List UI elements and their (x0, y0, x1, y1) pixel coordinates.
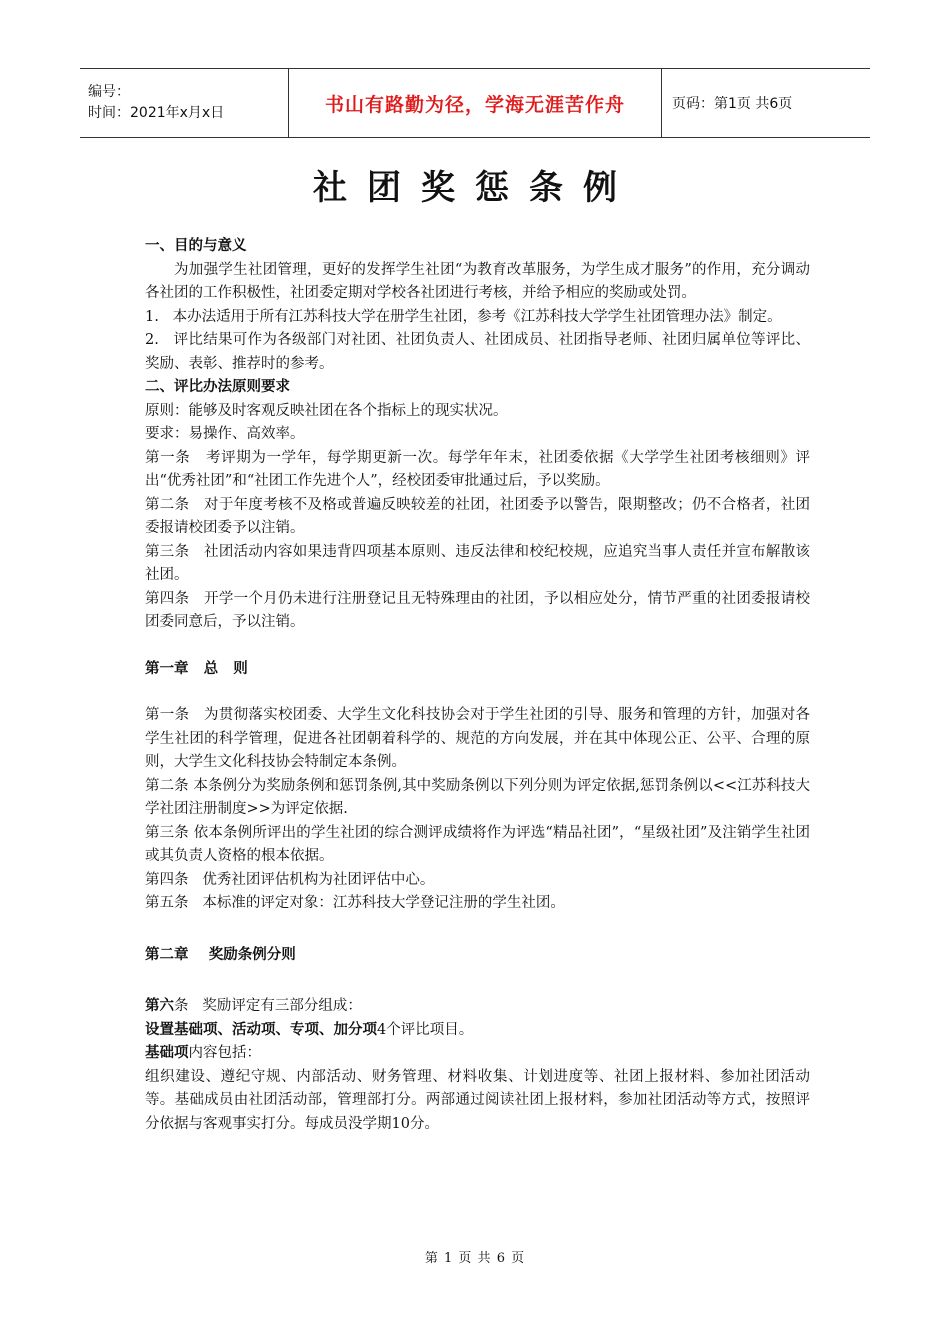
article-number-bold: 第六 (145, 998, 174, 1014)
article: 第四条 优秀社团评估机构为社团评估中心。 (145, 871, 435, 888)
page-info-text: 页码：第1页 共6页 (672, 96, 793, 112)
motto-text: 书山有路勤为径，学海无涯苦作舟 (324, 93, 625, 116)
article: 第二条 对于年度考核不及格或普遍反映较差的社团，社团委予以警告，限期整改；仍不合格者，社团委报请校团委予以注销。 (145, 496, 810, 536)
article: 第二条 本条例分为奖励条例和惩罚条例,其中奖励条例以下列分则为评定依据,惩罚条例以<<江苏科技大学社团注册制度>>为评定依据. (145, 777, 810, 817)
paragraph: 为加强学生社团管理，更好的发挥学生社团“为教育改革服务，为学生成才服务”的作用，充分调动各社团的工作积极性，社团委定期对学校各社团进行考核，并给予相应的奖励或处罚。 (145, 261, 810, 301)
paragraph: 要求：易操作、高效率。 (145, 426, 305, 442)
paragraph (145, 1042, 810, 1066)
paragraph (145, 1019, 810, 1043)
items-bold: 设置基础项、活动项、专项、加分项 (145, 1021, 377, 1038)
header-page-info (662, 69, 870, 137)
chapter-heading: 第一章 总 则 (145, 660, 248, 677)
page-footer: 第 1 页 共 6 页 (424, 1251, 526, 1266)
items-text: 4个评比项目。 (377, 1021, 474, 1038)
header-meta (80, 69, 289, 137)
document-header (80, 68, 870, 138)
basic-text: 内容包括： (188, 1045, 261, 1061)
document-body (145, 235, 810, 1136)
section-heading: 二、评比办法原则要求 (145, 379, 290, 395)
paragraph: 组织建设、遵纪守规、内部活动、财务管理、材料收集、计划进度等、社团上报材料、参加社团活动等。基础成员由社团活动部，管理部打分。两部通过阅读社团上报材料，参加社团活动等方式，按照评分依据与客观事实打分。每成员没学期10分。 (145, 1068, 810, 1132)
article: 第一条 为贯彻落实校团委、大学生文化科技协会对于学生社团的引导、服务和管理的方针，加强对各学生社团的科学管理，促进各社团朝着科学的、规范的方向发展，并在其中体现公正、公平、合理的原则，大学生文化科技协会特制定本条例。 (145, 707, 810, 770)
time-label: 时间：2021年x月x日 (88, 105, 225, 121)
article-text: 条 奖励评定有三部分组成： (174, 998, 362, 1014)
paragraph: 原则：能够及时客观反映社团在各个指标上的现实状况。 (145, 402, 508, 419)
article: 第三条 社团活动内容如果违背四项基本原则、违反法律和校纪校规，应追究当事人责任并宣布解散该社团。 (145, 543, 810, 583)
article: 第三条 依本条例所评出的学生社团的综合测评成绩将作为评选“精品社团”，“星级社团”及注销学生社团或其负责人资格的根本依据。 (145, 824, 810, 864)
header-motto (289, 69, 662, 137)
numbered-item: 2. 评比结果可作为各级部门对社团、社团负责人、社团成员、社团指导老师、社团归属单位等评比、奖励、表彰、推荐时的参考。 (145, 332, 810, 372)
section-heading: 一、目的与意义 (145, 238, 247, 254)
number-label: 编号： (88, 84, 130, 100)
article: 第一条 考评期为一学年，每学期更新一次。每学年年末，社团委依据《大学学生社团考核细则》评出“优秀社团”和“社团工作先进个人”，经校团委审批通过后，予以奖励。 (145, 449, 810, 489)
basic-bold: 基础项 (145, 1045, 189, 1061)
chapter-heading: 第二章 奖励条例分则 (145, 946, 296, 963)
numbered-item: 1. 本办法适用于所有江苏科技大学在册学生社团，参考《江苏科技大学学生社团管理办法》制定。 (145, 308, 782, 325)
article: 第五条 本标准的评定对象：江苏科技大学登记注册的学生社团。 (145, 895, 565, 911)
article: 第四条 开学一个月仍未进行注册登记且无特殊理由的社团，予以相应处分，情节严重的社团委报请校团委同意后，予以注销。 (145, 590, 810, 630)
document-title: 社团奖惩条例 (313, 168, 637, 208)
article (145, 995, 810, 1019)
